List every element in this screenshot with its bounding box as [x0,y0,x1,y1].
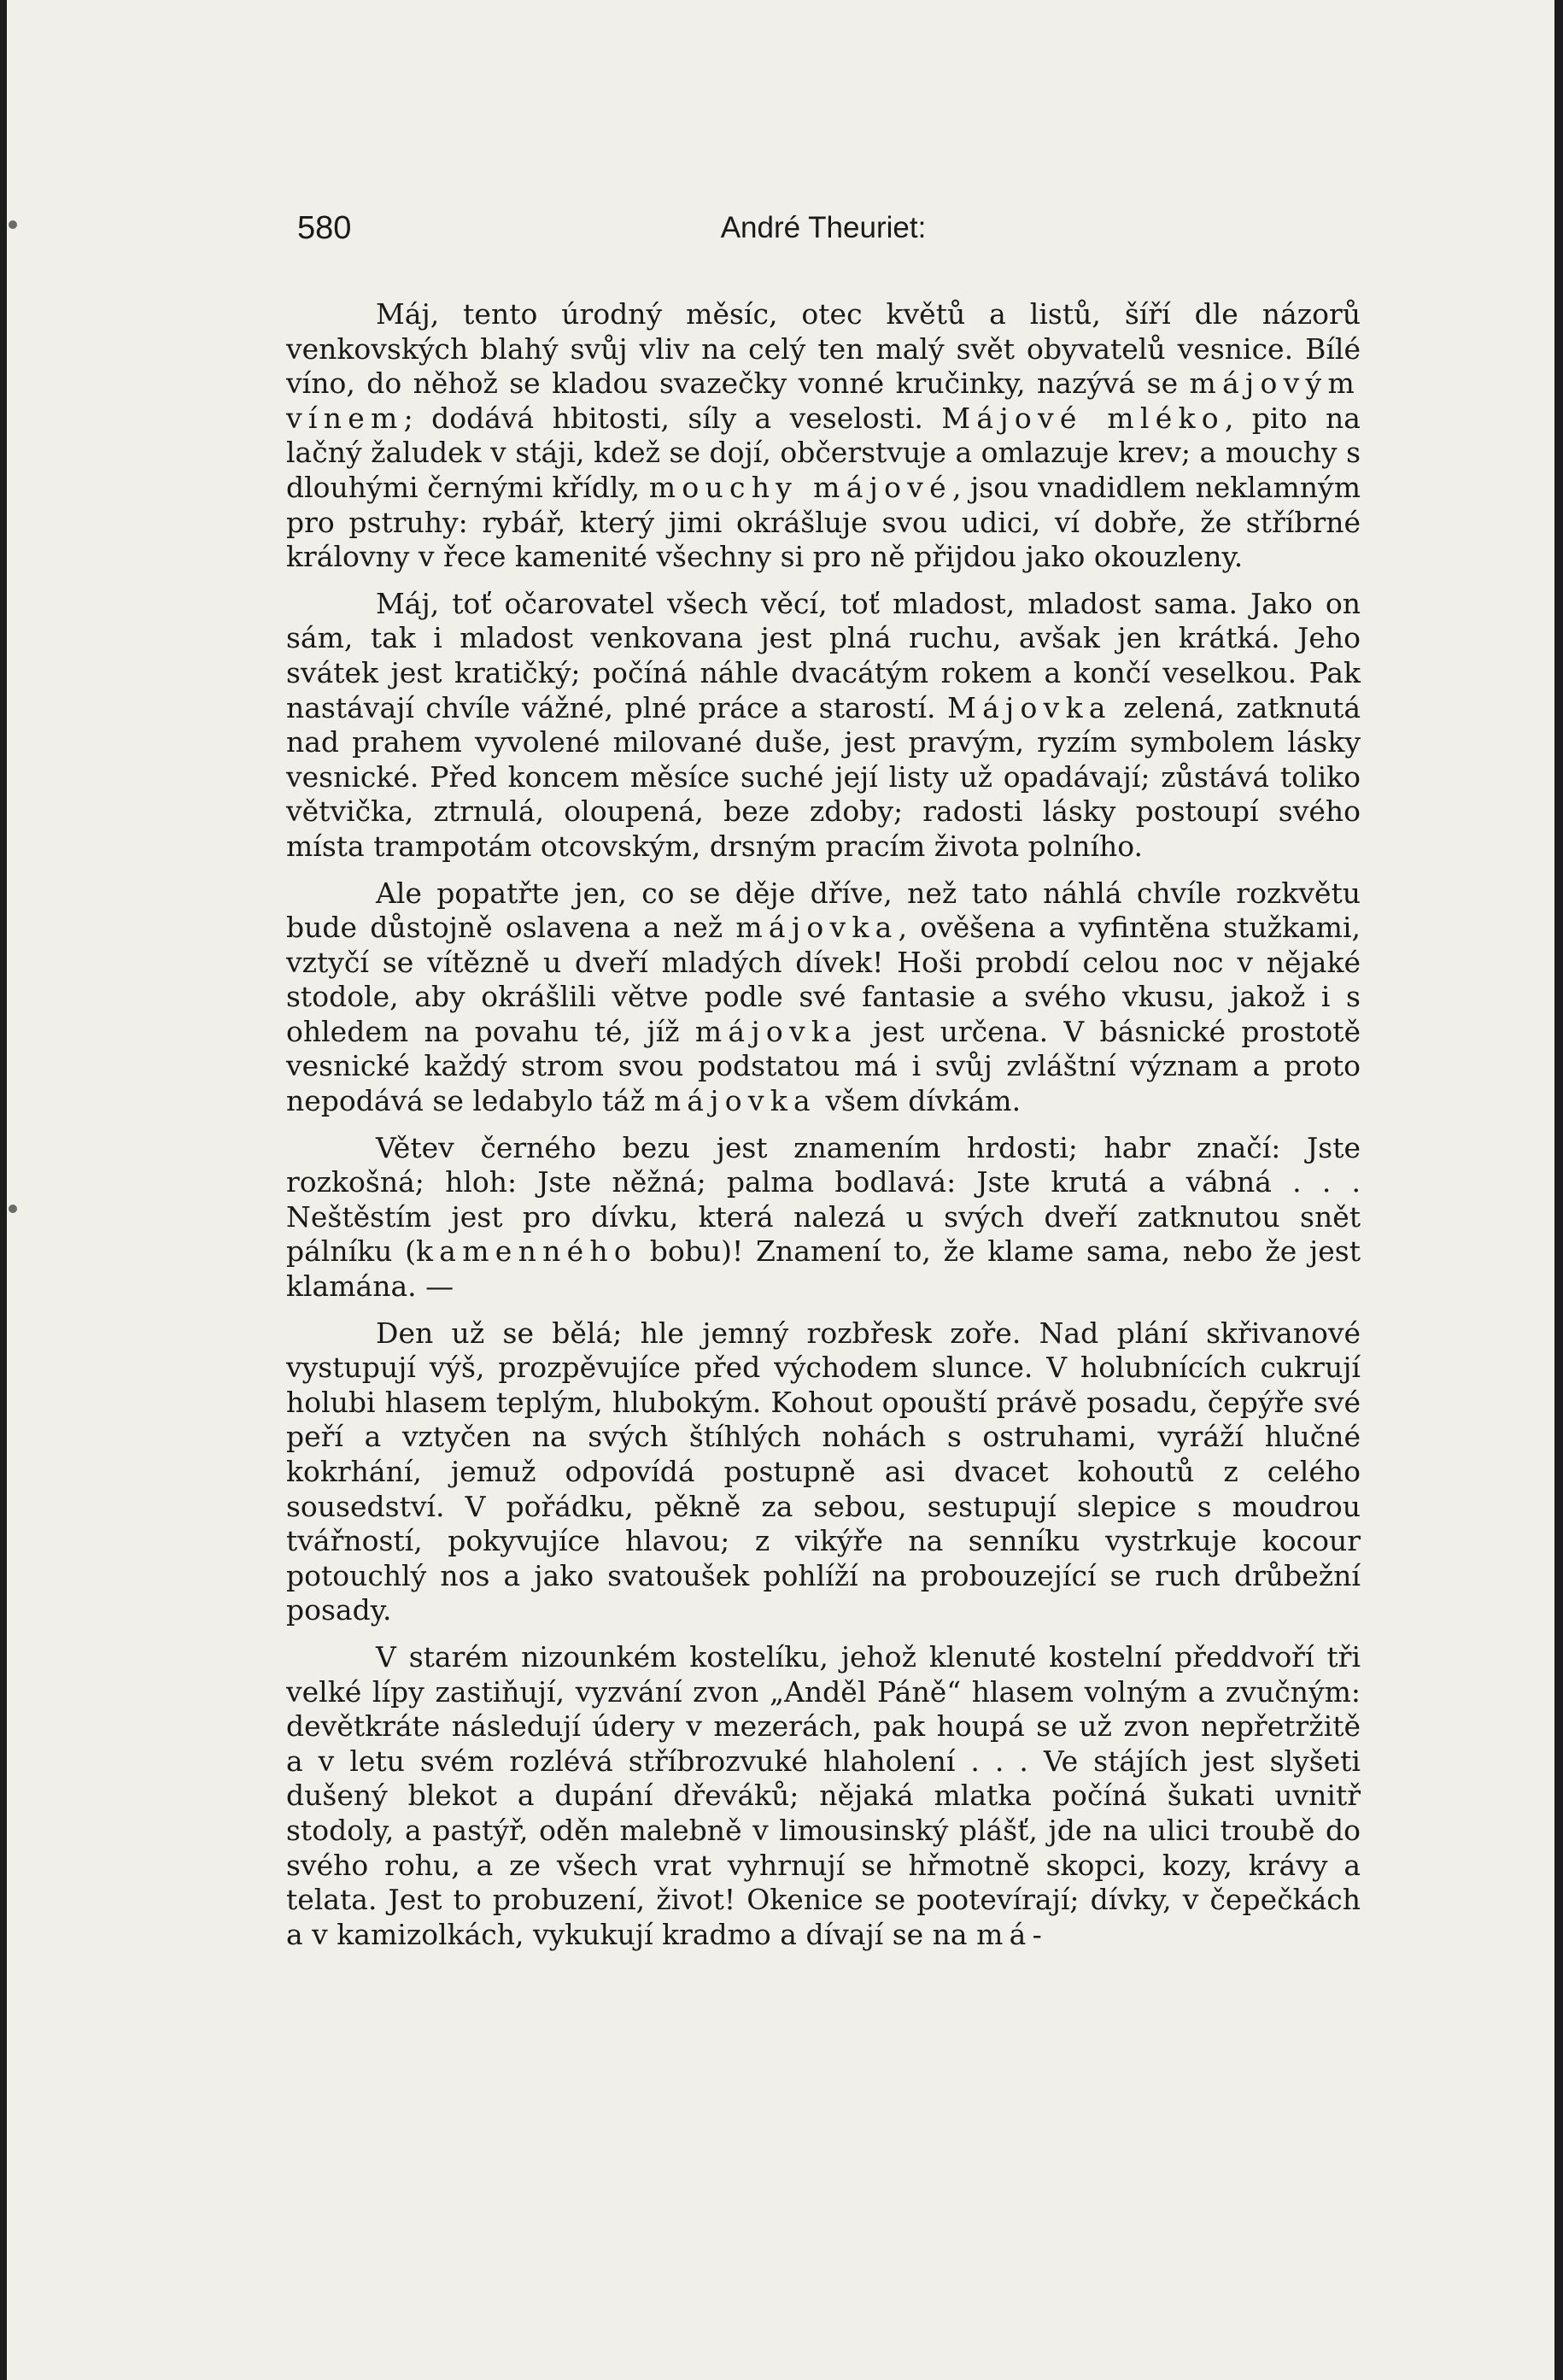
spaced-emphasis: mouchy májové [648,470,952,504]
edge-mark [9,1205,17,1213]
paragraph [286,587,1361,865]
edge-mark [9,220,17,229]
spaced-emphasis: májovým vínem [286,366,1361,435]
paragraph [286,297,1361,575]
text-run: V starém nizounkém kostelíku, jehož klenuté kostelní předdvoří tři velké lípy zastiňují, vyzvání zvon „Anděl Páně“ hlasem volným a zvučným: devětkráte následují údery v mezerách, pak houpá se už zvon nepřetržitě a v letu svém rozlévá stříbrozvuké hlaholení . . . Ve stájích jest slyšeti dušený blekot a dupání dřeváků; nějaká mlatka počíná šukati uvnitř stodoly, a pastýř, oděn malebně v limousinský plášť, jde na ulici troubě do svého rohu, a ze všech vrat vyhrnují se hřmotně skopci, kozy, krávy a telata. Jest to probuzení, život! Okenice se pootevírají; dívky, v čepečkách a v kamizolkách, vykukují kradmo a dívají se na [286,1639,1361,1951]
spaced-emphasis: Májové mléko [941,401,1225,435]
text-run: zelená, zatknutá nad prahem vyvolené milované duše, jest pravým, ryzím symbolem lásky vesnické. Před koncem měsíce suché její listy už opadávají; zůstává toliko větvička, ztrnulá, oloupená, beze zdoby; radosti lásky postoupí svého místa trampotám otcovským, drsným pracím života polního. [286,690,1361,863]
spaced-emphasis: májovka [653,1084,817,1118]
text-run: bobu)! Znamení to, že klame sama, nebo že jest klamána. — [286,1234,1361,1304]
page-content [286,198,1361,1964]
paragraph [286,1131,1361,1304]
text-run: , ověšena a vyfintěna stužkami, vztyčí se vítězně u dveří mladých dívek! Hoši probdí celou noc v nějaké stodole, aby okrášlili větve podle své fantasie a svého vkusu, jakož i s ohledem na povahu té, jíž [286,911,1361,1048]
paragraph [286,1640,1361,1952]
running-head-title: André Theuriet: [720,211,927,244]
paragraph [286,1316,1361,1628]
spaced-emphasis: má- [976,1917,1049,1951]
text-run: všem dívkám. [816,1084,1022,1118]
text-run: jest určena. V básnické prostotě vesnické každý strom svou podstatou má i svůj zvláštní význam a proto nepodává se ledabylo táž [286,1014,1361,1118]
text-run: , jsou vnadidlem neklamným pro pstruhy: rybář, který jimi okrášluje svou udici, ví dobře, že stříbrné královny v řece kamenité všechny si pro ně přijdou jako okouzleny. [286,470,1361,574]
spaced-emphasis: Májovka [947,690,1112,724]
text-run: Máj, tento úrodný měsíc, otec květů a listů, šíří dle názorů venkovských blahý svůj vliv na celý ten malý svět obyvatelů vesnice. Bílé víno, do něhož se kladou svazečky vonné kručinky, nazývá se [286,297,1361,401]
text-run: , pito na lačný žaludek v stáji, kdež se dojí, občerstvuje a omlazuje krev; a mouchy s dlouhými černými křídly, [286,401,1361,504]
book-page [7,0,1554,2380]
text-run: ; dodává hbitosti, síly a veselosti. [403,401,942,435]
page-number: 580 [297,210,352,246]
text-run: Ale popatřte jen, co se děje dříve, než tato náhlá chvíle rozkvětu bude důstojně oslavena a než [286,876,1361,945]
spaced-emphasis: májovka [694,1014,858,1048]
text-run: Máj, toť očarovatel všech věcí, toť mladost, mladost sama. Jako on sám, tak i mladost venkovana jest plná ruchu, avšak jen krátká. Jeho svátek jest kratičký; počíná náhle dvacátým rokem a končí veselkou. Pak nastávají chvíle vážné, plné práce a starostí. [286,586,1361,724]
running-head [286,198,1361,258]
text-run: Větev černého bezu jest znamením hrdosti; habr značí: Jste rozkošná; hloh: Jste něžná; palma bodlavá: Jste krutá a vábná . . . Neštěstím jest pro dívku, která nalezá u svých dveří zatknutou snět pálníku ( [286,1130,1361,1269]
body-text [286,297,1361,1952]
spaced-emphasis: kamenného [416,1234,638,1269]
spaced-emphasis: májovka [735,911,899,945]
text-run: Den už se bělá; hle jemný rozbřesk zoře. Nad plání skřivanové vystupují výš, prozpěvujíce před východem slunce. V holubnících cukrují holubi hlasem teplým, hlubokým. Kohout opouští právě posadu, čepýře své peří a vztyčen na svých štíhlých nohách s ostruhami, vyráží hlučné kokrhání, jemuž odpovídá postupně asi dvacet kohoutů z celého sousedství. V pořádku, pěkně za sebou, sestupují slepice s moudrou tvářností, pokyvujíce hlavou; z vikýře na senníku vystrkuje kocour potouchlý nos a jako svatoušek pohlíží na probouzející se ruch drůbežní posady. [286,1316,1361,1627]
paragraph [286,876,1361,1119]
